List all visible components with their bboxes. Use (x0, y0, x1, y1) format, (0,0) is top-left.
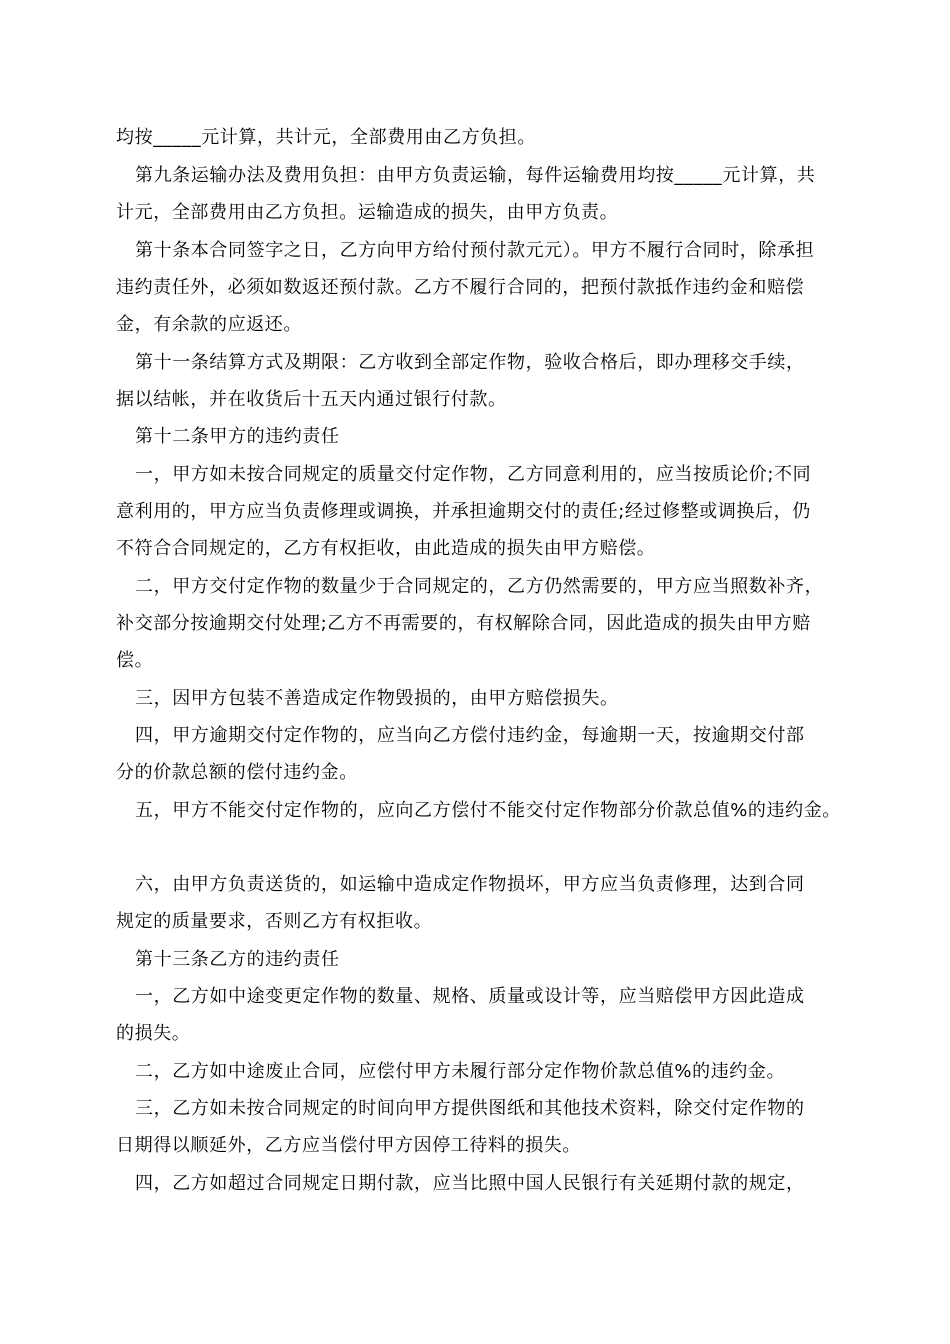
text-line: 三，乙方如未按合同规定的时间向甲方提供图纸和其他技术资料，除交付定作物的 (135, 1098, 805, 1119)
text-line: 二，甲方交付定作物的数量少于合同规定的，乙方仍然需要的，甲方应当照数补齐， (135, 576, 824, 597)
text-line: 计元，全部费用由乙方负担。运输造成的损失，由甲方负责。 (116, 202, 619, 223)
text-line: 补交部分按逾期交付处理;乙方不再需要的，有权解除合同，因此造成的损失由甲方赔 (116, 613, 811, 634)
text-line: 日期得以顺延外，乙方应当偿付甲方因停工待料的损失。 (116, 1135, 581, 1156)
text-line: 违约责任外，必须如数返还预付款。乙方不履行合同的，把预付款抵作违约金和赔偿 (116, 277, 805, 298)
text-line: 四，乙方如超过合同规定日期付款，应当比照中国人民银行有关延期付款的规定， (135, 1173, 805, 1194)
text-line: 一，甲方如未按合同规定的质量交付定作物，乙方同意利用的，应当按质论价;不同 (135, 464, 812, 485)
text-line: 第九条运输办法及费用负担：由甲方负责运输，每件运输费用均按_____元计算，共 (135, 165, 816, 186)
text-line: 金，有余款的应返还。 (116, 314, 302, 335)
text-line: 据以结帐，并在收货后十五天内通过银行付款。 (116, 389, 507, 410)
text-line: 四，甲方逾期交付定作物的，应当向乙方偿付违约金，每逾期一天，按逾期交付部 (135, 725, 805, 746)
text-line: 三，因甲方包装不善造成定作物毁损的，由甲方赔偿损失。 (135, 688, 619, 709)
text-line: 五，甲方不能交付定作物的，应向乙方偿付不能交付定作物部分价款总值%的违约金。 (135, 800, 841, 821)
text-line: 的损失。 (116, 1023, 191, 1044)
text-line: 不符合合同规定的，乙方有权拒收，由此造成的损失由甲方赔偿。 (116, 538, 656, 559)
text-line: 分的价款总额的偿付违约金。 (116, 762, 358, 783)
text-line: 规定的质量要求，否则乙方有权拒收。 (116, 911, 433, 932)
text-line: 偿。 (116, 650, 154, 671)
text-line: 意利用的，甲方应当负责修理或调换，并承担逾期交付的责任;经过修整或调换后，仍 (116, 501, 811, 522)
text-line: 第十条本合同签字之日，乙方向甲方给付预付款元元）。甲方不履行合同时，除承担 (135, 240, 815, 261)
text-line: 一，乙方如中途变更定作物的数量、规格、质量或设计等，应当赔偿甲方因此造成 (135, 986, 805, 1007)
text-line: 二，乙方如中途废止合同，应偿付甲方未履行部分定作物价款总值%的违约金。 (135, 1061, 786, 1082)
text-line: 第十一条结算方式及期限：乙方收到全部定作物，验收合格后，即办理移交手续， (135, 352, 805, 373)
text-line: 六，由甲方负责送货的，如运输中造成定作物损坏，甲方应当负责修理，达到合同 (135, 874, 805, 895)
text-line: 均按_____元计算，共计元，全部费用由乙方负担。 (116, 127, 536, 148)
section-heading: 第十三条乙方的违约责任 (135, 949, 340, 970)
section-heading: 第十二条甲方的违约责任 (135, 426, 340, 447)
